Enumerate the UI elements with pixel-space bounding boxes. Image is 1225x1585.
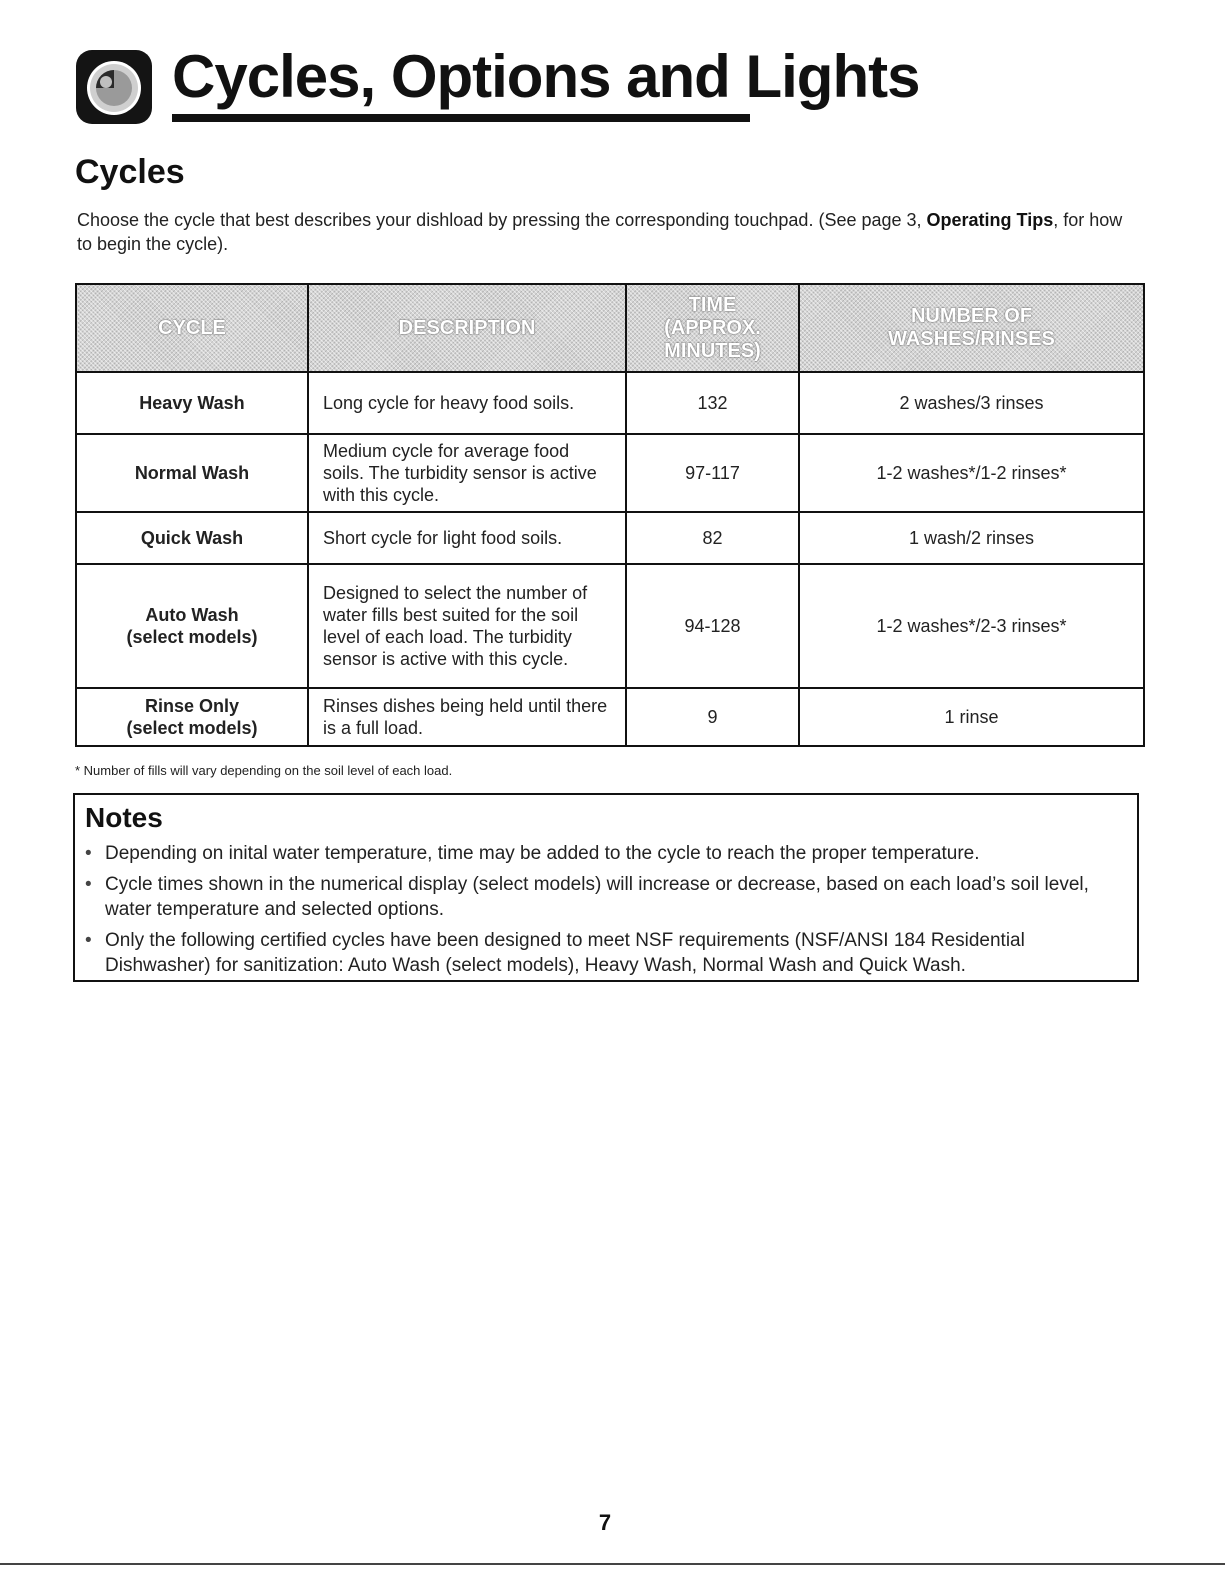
header-washes-line2: WASHES/RINSES <box>888 328 1055 350</box>
cycle-name: Heavy Wash <box>139 393 245 413</box>
header-washes <box>799 284 1144 372</box>
cycle-time: 82 <box>626 512 799 564</box>
note-item: • Cycle times shown in the numerical display (select models) will increase or decrease, based on each load’s soil level, water temperature and selected options. <box>83 872 1123 922</box>
cycle-name-cell <box>76 434 308 512</box>
cycle-name-cell <box>76 688 308 746</box>
header-time-line1: TIME <box>688 293 737 316</box>
table-row <box>76 372 1144 434</box>
note-item: • Depending on inital water temperature, time may be added to the cycle to reach the proper temperature. <box>83 841 1123 866</box>
cycles-table <box>75 283 1145 747</box>
cycle-washes: 2 washes/3 rinses <box>799 372 1144 434</box>
cycle-time: 132 <box>626 372 799 434</box>
table-row <box>76 688 1144 746</box>
header-time <box>626 284 799 372</box>
cycle-name-cell <box>76 512 308 564</box>
cycle-name-qualifier: (select models) <box>126 718 258 738</box>
cycle-washes: 1-2 washes*/1-2 rinses* <box>799 434 1144 512</box>
cycle-description: Medium cycle for average food soils. The turbidity sensor is active with this cycle. <box>308 434 626 512</box>
cycle-washes: 1 wash/2 rinses <box>799 512 1144 564</box>
intro-text-end: , for how to begin the cycle). <box>77 210 1123 254</box>
notes-list <box>83 841 1123 984</box>
note-item: • Only the following certified cycles have been designed to meet NSF requirements (NSF/ANSI 184 Residential Dishwasher) for sanitization: Auto Wash (select models), Heavy Wash, Normal Wash and Quick Wash. <box>83 928 1123 978</box>
intro-bold-link: Operating Tips <box>926 210 1054 230</box>
cycle-description: Long cycle for heavy food soils. <box>308 372 626 434</box>
table-row <box>76 434 1144 512</box>
notes-heading: Notes <box>85 802 163 833</box>
header-description: DESCRIPTION <box>308 284 626 372</box>
table-row <box>76 564 1144 688</box>
header-time-line3: MINUTES) <box>664 339 761 362</box>
intro-paragraph <box>77 208 1137 256</box>
cycle-name: Normal Wash <box>134 463 250 483</box>
cycle-name: Rinse Only <box>144 696 240 716</box>
cycle-time: 94-128 <box>626 564 799 688</box>
page-number: 7 <box>598 1510 612 1535</box>
cycle-name-qualifier: (select models) <box>126 627 258 647</box>
cycle-description: Designed to select the number of water fills best suited for the soil level of each load. The turbidity sensor is active with this cycle. <box>308 564 626 688</box>
notes-box <box>73 793 1139 982</box>
cycle-description: Short cycle for light food soils. <box>308 512 626 564</box>
section-heading-cycles: Cycles <box>75 153 185 191</box>
cycle-washes: 1 rinse <box>799 688 1144 746</box>
dishwasher-logo-icon <box>76 50 152 124</box>
page-title: Cycles, Options and Lights <box>172 43 920 110</box>
header-washes-line1: NUMBER OF <box>910 305 1033 327</box>
page-header <box>72 40 920 130</box>
table-footnote: * Number of fills will vary depending on the soil level of each load. <box>75 763 453 778</box>
intro-text-start: Choose the cycle that best describes your dishload by pressing the corresponding touchpad. (See page 3, <box>77 210 927 230</box>
header-cycle: CYCLE <box>76 284 308 372</box>
bottom-divider <box>0 1563 1225 1565</box>
cycle-time: 9 <box>626 688 799 746</box>
cycle-name: Auto Wash <box>145 605 239 625</box>
cycle-time: 97-117 <box>626 434 799 512</box>
cycle-name: Quick Wash <box>140 528 244 548</box>
cycle-washes: 1-2 washes*/2-3 rinses* <box>799 564 1144 688</box>
table-header-row <box>76 284 1144 372</box>
cycle-name-cell <box>76 564 308 688</box>
title-underline <box>172 114 750 122</box>
table-row <box>76 512 1144 564</box>
cycle-description: Rinses dishes being held until there is a full load. <box>308 688 626 746</box>
cycle-name-cell <box>76 372 308 434</box>
header-time-line2: (APPROX. <box>664 316 761 339</box>
